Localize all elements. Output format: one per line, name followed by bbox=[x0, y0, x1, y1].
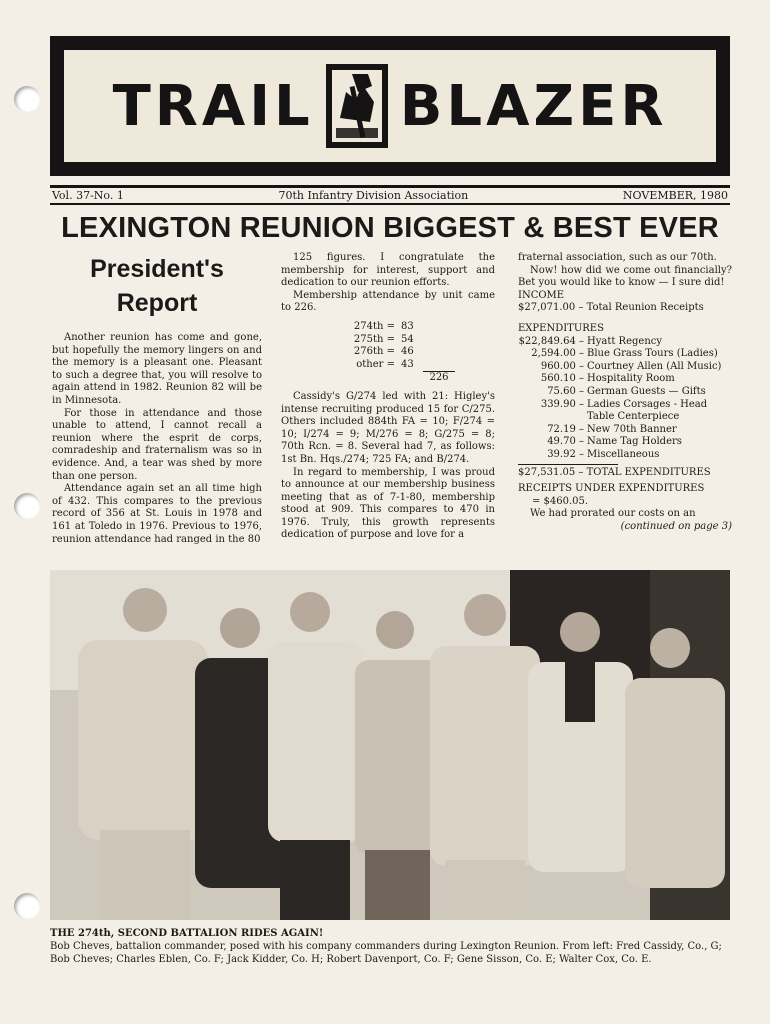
paragraph: In regard to membership, I was proud to announce at our membership business meeting that as of 7-1-80, membership stood at 909. This compares to 470 in 1976. Truly, this growth represents dedication of purpose and love for a bbox=[281, 466, 495, 541]
expenditures-heading: EXPENDITURES bbox=[518, 322, 604, 334]
receipts-under-line: RECEIPTS UNDER EXPENDITURES bbox=[518, 483, 705, 495]
expenditure-row bbox=[518, 348, 732, 361]
expenditure-amount: 75.60 – bbox=[547, 385, 584, 397]
expenditures-list bbox=[518, 336, 732, 462]
expenditure-amount: 560.10 – bbox=[540, 373, 584, 385]
expenditure-amount: 49.70 – bbox=[547, 436, 584, 448]
caption-text: Bob Cheves, battalion commander, posed with his company commanders during Lexington Reunion. From left: Fred Cassidy, Co., G; Bob Cheves; Charles Eblen, Co. F; Jack Kidder, Co. H; Robert Davenport, Co. F; Gene Sisson, Co. E; Walter Cox, Co. E. bbox=[50, 941, 722, 965]
issue-volume: Vol. 37-No. 1 bbox=[52, 189, 124, 202]
group-photo bbox=[50, 570, 730, 920]
total-divider bbox=[518, 464, 618, 465]
expenditure-amount: 960.00 – bbox=[540, 360, 584, 372]
masthead-word-left: TRAIL bbox=[112, 73, 314, 139]
division-axe-emblem-icon bbox=[322, 62, 392, 150]
expenditure-row bbox=[518, 399, 732, 424]
receipts-under-value: = $460.05. bbox=[532, 495, 589, 507]
unit-row bbox=[333, 321, 443, 334]
caption-heading: THE 274th, SECOND BATTALION RIDES AGAIN! bbox=[50, 928, 324, 939]
expenditure-amount: 72.19 – bbox=[547, 423, 584, 435]
binder-hole-bottom bbox=[14, 893, 40, 919]
paragraph: Attendance again set an all time high of 432. This compares to the previous record of 356 at St. Louis in 1978 and 161 at Toledo in 1976. Previous to 1976, reunion attendance had ranged in the 80 bbox=[52, 483, 262, 545]
unit-row bbox=[333, 346, 443, 359]
paragraph: For those in attendance and those unable to attend, I cannot recall a reunion where the esprit de corps, comradeship and fraternalism was so in evidence. And, a tear was shed by more than one person. bbox=[52, 407, 262, 482]
expenditure-label: German Guests — Gifts bbox=[587, 385, 706, 397]
binder-hole-top bbox=[14, 86, 40, 112]
expenditure-amount: 39.92 – bbox=[547, 448, 584, 460]
photo-caption bbox=[50, 927, 730, 966]
expenditure-row bbox=[518, 386, 732, 399]
expenditure-row bbox=[518, 361, 732, 374]
continued-note: (continued on page 3) bbox=[620, 520, 732, 532]
group-photo-illustration bbox=[50, 570, 730, 920]
paragraph: Another reunion has come and gone, but hopefully the memory lingers on and the memory is a pleasant one. Pleasant to such a degree that, you will resolve to again attend in 1982. Reunion 82 will be in Minnesota. bbox=[52, 332, 262, 406]
binder-hole-middle bbox=[14, 493, 40, 519]
expenditure-row bbox=[518, 424, 732, 437]
masthead-word-right: BLAZER bbox=[399, 73, 668, 139]
unit-label: other = bbox=[356, 358, 395, 370]
paragraph: fraternal association, such as our 70th. bbox=[518, 252, 717, 263]
issue-info-bar bbox=[50, 185, 730, 205]
main-headline: LEXINGTON REUNION BIGGEST & BEST EVER bbox=[61, 212, 719, 244]
expenditure-amount: 339.90 – bbox=[540, 398, 584, 410]
organization-name: 70th Infantry Division Association bbox=[278, 189, 469, 202]
expenditure-row bbox=[518, 373, 732, 386]
masthead-frame bbox=[64, 50, 716, 162]
expenditure-label: Miscellaneous bbox=[587, 448, 660, 460]
presidents-report-column bbox=[52, 252, 262, 546]
paragraph: Now! how did we come out financially? Bet you would like to know — I sure did! bbox=[518, 264, 732, 289]
presidents-report-title bbox=[52, 252, 262, 320]
expenditure-label: Blue Grass Tours (Ladies) bbox=[587, 348, 718, 360]
expenditure-label: Hospitality Room bbox=[587, 373, 675, 385]
unit-value: 43 bbox=[401, 358, 414, 370]
expenditure-label: Courtney Allen (All Music) bbox=[587, 360, 722, 372]
title-line-1: President's bbox=[90, 255, 224, 283]
unit-value: 54 bbox=[401, 333, 414, 345]
masthead bbox=[50, 36, 730, 176]
expenditure-label: Hyatt Regency bbox=[587, 335, 663, 347]
expenditure-amount: $22,849.64 – bbox=[518, 335, 584, 347]
unit-attendance-table bbox=[333, 321, 495, 385]
article-column-3 bbox=[518, 252, 732, 533]
paragraph: Cassidy's G/274 led with 21: Higley's intense recruiting produced 15 for C/275. Others included 884th FA = 10; F/274 = 10; I/274 = 9; M/276 = 8; G/275 = 8; 70th Rcn. = 8. Several had 7, as follows: 1st Bn. Hqs./274; 725 FA; and B/274. bbox=[281, 390, 495, 465]
expenditure-label: Name Tag Holders bbox=[587, 436, 682, 448]
expenditure-label: New 70th Banner bbox=[587, 423, 677, 435]
issue-date: NOVEMBER, 1980 bbox=[622, 189, 728, 202]
paragraph: Membership attendance by unit came to 226. bbox=[281, 289, 495, 314]
unit-label: 274th = bbox=[353, 320, 395, 332]
expenditure-row bbox=[518, 336, 732, 349]
total-expenditures-line: $27,531.05 – TOTAL EXPENDITURES bbox=[518, 466, 711, 478]
expenditure-amount: 2,594.00 – bbox=[531, 348, 584, 360]
unit-row bbox=[333, 359, 443, 372]
title-line-2: Report bbox=[116, 289, 198, 317]
unit-label: 275th = bbox=[353, 333, 395, 345]
unit-total: 226 bbox=[423, 371, 455, 385]
unit-label: 276th = bbox=[353, 346, 395, 358]
expenditure-row bbox=[518, 436, 732, 449]
paragraph: 125 figures. I congratulate the membership for interest, support and dedication to our reunion efforts. bbox=[281, 252, 495, 289]
unit-value: 46 bbox=[401, 346, 414, 358]
expenditure-row bbox=[518, 449, 732, 462]
income-line: $27,071.00 – Total Reunion Receipts bbox=[518, 302, 704, 314]
expenditure-label: Ladies Corsages - Head Table Centerpiece bbox=[587, 398, 708, 423]
article-column-2 bbox=[281, 252, 495, 542]
income-heading: INCOME bbox=[518, 289, 565, 301]
unit-value: 83 bbox=[401, 320, 414, 332]
paragraph: We had prorated our costs on an bbox=[530, 508, 696, 520]
unit-row bbox=[333, 334, 443, 347]
